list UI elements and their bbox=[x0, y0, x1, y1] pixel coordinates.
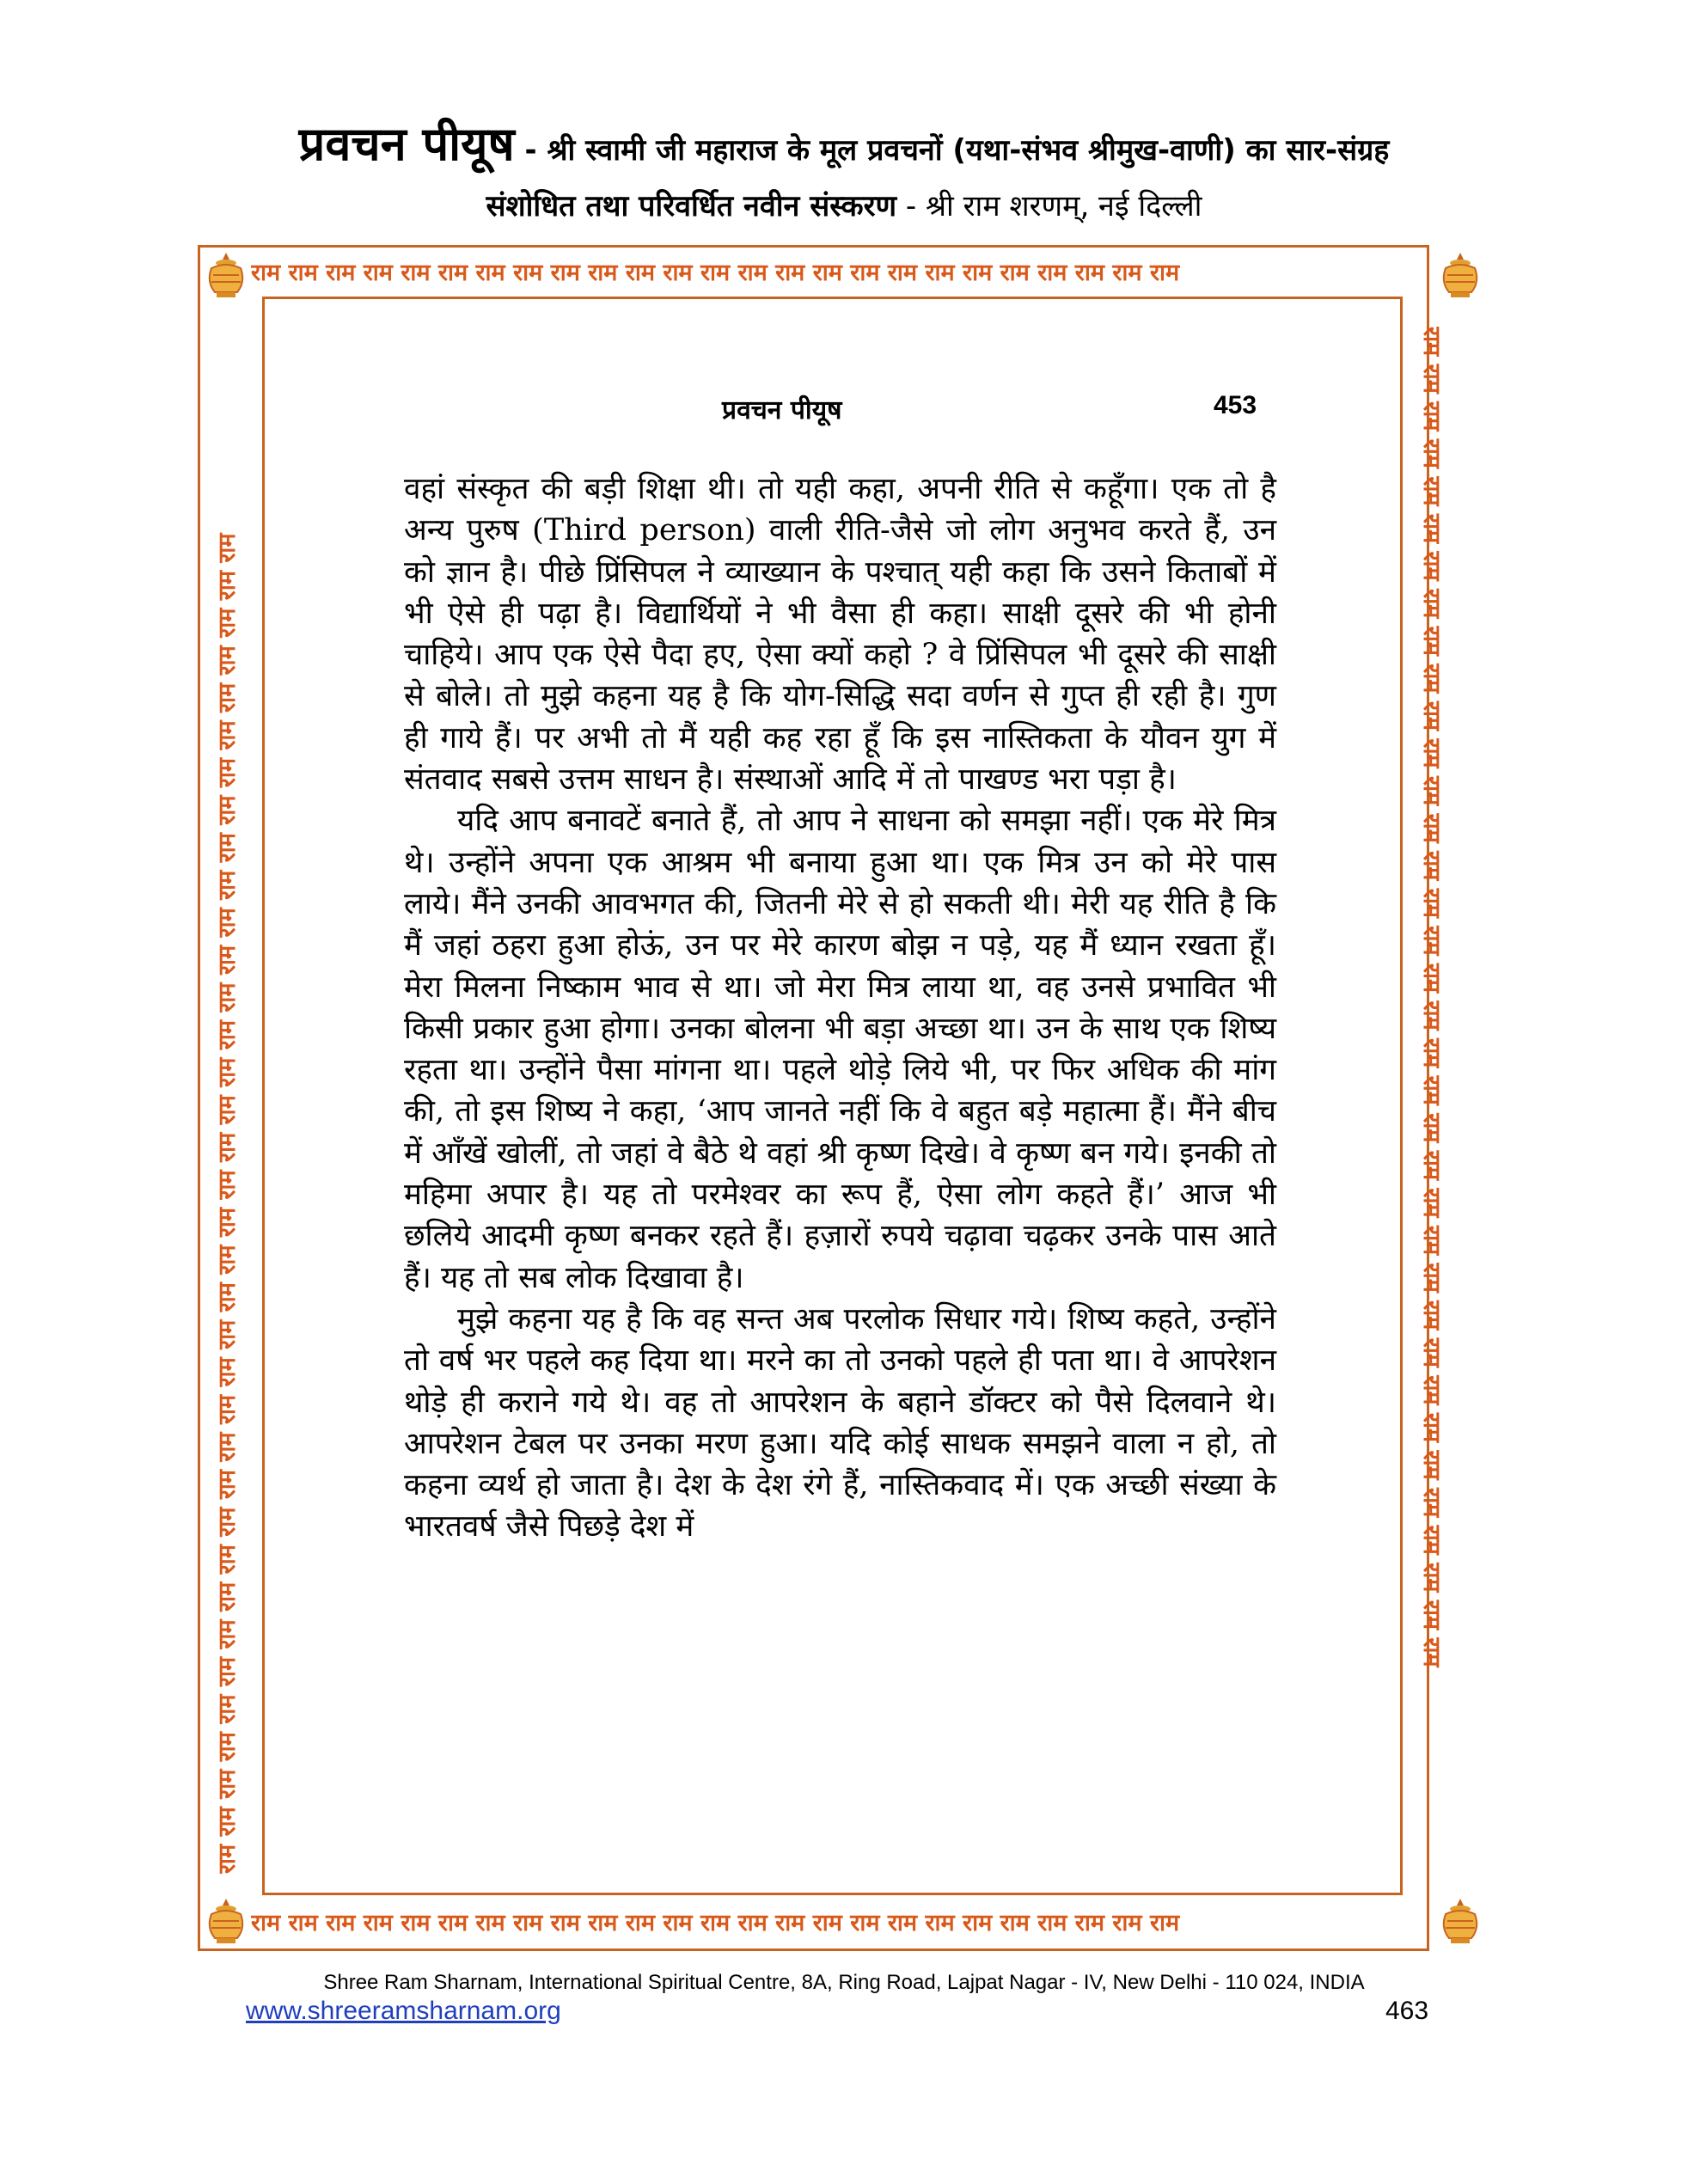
kalash-icon bbox=[203, 1895, 249, 1947]
edition-label: संशोधित तथा परिवर्धित नवीन संस्करण bbox=[486, 189, 897, 223]
ram-border-bottom: राम राम राम राम राम राम राम राम राम राम राम राम राम राम राम राम राम राम राम राम राम राम राम राम राम bbox=[251, 1910, 1180, 1936]
paragraph: वहां संस्कृत की बड़ी शिक्षा थी। तो यही कहा, अपनी रीति से कहूँगा। एक तो है अन्य पुरुष (Third person) वाली रीति-जैसे जो लोग अनुभव करते हैं, उन को ज्ञान है। पीछे प्रिंसिपल ने व्याख्यान के पश्चात् यही कहा कि उसने किताबों में भी ऐसे ही पढ़ा है। विद्यार्थियों ने भी वैसा ही कहा। साक्षी दूसरे की भी होनी चाहिये। आप एक ऐसे पैदा हए, ऐसा क्यों कहो ? वे प्रिंसिपल भी दूसरे की साक्षी से बोले। तो मुझे कहना यह है कि योग-सिद्धि सदा वर्णन से गुप्त ही रही है। गुण ही गाये हैं। पर अभी तो मैं यही कह रहा हूँ कि इस नास्तिकता के यौवन युग में संतवाद सबसे उत्तम साधन है। संस्थाओं आदि में तो पाखण्ड भरा पड़ा है। bbox=[404, 472, 1276, 798]
document-title: प्रवचन पीयूष bbox=[298, 117, 515, 171]
paragraph: मुझे कहना यह है कि वह सन्त अब परलोक सिधार गये। शिष्य कहते, उन्होंने तो वर्ष भर पहले कह दिया था। मरने का तो उनको पहले ही पता था। वे आपरेशन थोड़े ही कराने गये थे। वह तो आपरेशन के बहाने डॉक्टर को पैसे दिलवाने थे। आपरेशन टेबल पर उनका मरण हुआ। यदि कोई साधक समझने वाला न हो, तो कहना व्यर्थ हो जाता है। देश के देश रंगे हैं, नास्तिकवाद में। एक अच्छी संख्या के भारतवर्ष जैसे पिछड़े देश में bbox=[404, 1301, 1276, 1545]
footer-address: Shree Ram Sharnam, International Spiritual Centre, 8A, Ring Road, Lajpat Nagar - IV, New Delhi - 110 024, INDIA bbox=[323, 1971, 1365, 1994]
body-text bbox=[404, 468, 1276, 1548]
edition-publisher: - श्री राम शरणम्, नई दिल्ली bbox=[896, 189, 1202, 223]
ram-border-top: राम राम राम राम राम राम राम राम राम राम राम राम राम राम राम राम राम राम राम राम राम राम राम राम राम bbox=[251, 260, 1180, 286]
edition-line bbox=[0, 185, 1688, 224]
website-link[interactable]: www.shreeramsharnam.org bbox=[246, 1997, 561, 2025]
document-subtitle: - श्री स्वामी जी महाराज के मूल प्रवचनों (यथा-संभव श्रीमुख-वाणी) का सार-संग्रह bbox=[514, 133, 1390, 168]
footer-page-number: 463 bbox=[1385, 1997, 1429, 2025]
document-title-line bbox=[0, 110, 1688, 174]
kalash-icon bbox=[1437, 1895, 1483, 1947]
kalash-icon bbox=[203, 249, 249, 301]
paragraph: यदि आप बनावटें बनाते हैं, तो आप ने साधना को समझा नहीं। एक मेरे मित्र थे। उन्होंने अपना एक आश्रम भी बनाया हुआ था। एक मित्र उन को मेरे पास लाये। मैंने उनकी आवभगत की, जितनी मेरे से हो सकती थी। मेरी यह रीति है कि मैं जहां ठहरा हुआ होऊं, उन पर मेरे कारण बोझ न पड़े, यह मैं ध्यान रखता हूँ। मेरा मिलना निष्काम भाव से था। जो मेरा मित्र लाया था, वह उनसे प्रभावित भी किसी प्रकार हुआ होगा। उनका बोलना भी बड़ा अच्छा था। उन के साथ एक शिष्य रहता था। उन्होंने पैसा मांगना था। पहले थोड़े लिये भी, पर फिर अधिक की मांग की, तो इस शिष्य ने कहा, ‘आप जानते नहीं कि वे बहुत बड़े महात्मा हैं। मैंने बीच में आँखें खोलीं, तो जहां वे बैठे थे वहां श्री कृष्ण दिखे। वे कृष्ण बन गये। इनकी तो महिमा अपार है। यह तो परमेश्वर का रूप हैं, ऐसा लोग कहते हैं।’ आज भी छलिये आदमी कृष्ण बनकर रहते हैं। हज़ारों रुपये चढ़ावा चढ़कर उनके पास आते हैं। यह तो सब लोक दिखावा है। bbox=[404, 804, 1276, 1295]
kalash-icon bbox=[1437, 249, 1483, 301]
running-head: प्रवचन पीयूष bbox=[722, 395, 842, 425]
scan-page-number: 453 bbox=[1214, 391, 1257, 419]
ram-border-left: राम राम राम राम राम राम राम राम राम राम राम राम राम राम राम राम राम राम राम राम राम राम राम राम राम राम राम राम राम राम राम राम राम राम राम राम bbox=[214, 533, 241, 1874]
ram-border-right: राम राम राम राम राम राम राम राम राम राम राम राम राम राम राम राम राम राम राम राम राम राम राम राम राम राम राम राम राम राम राम राम राम राम राम राम bbox=[1418, 327, 1445, 1667]
